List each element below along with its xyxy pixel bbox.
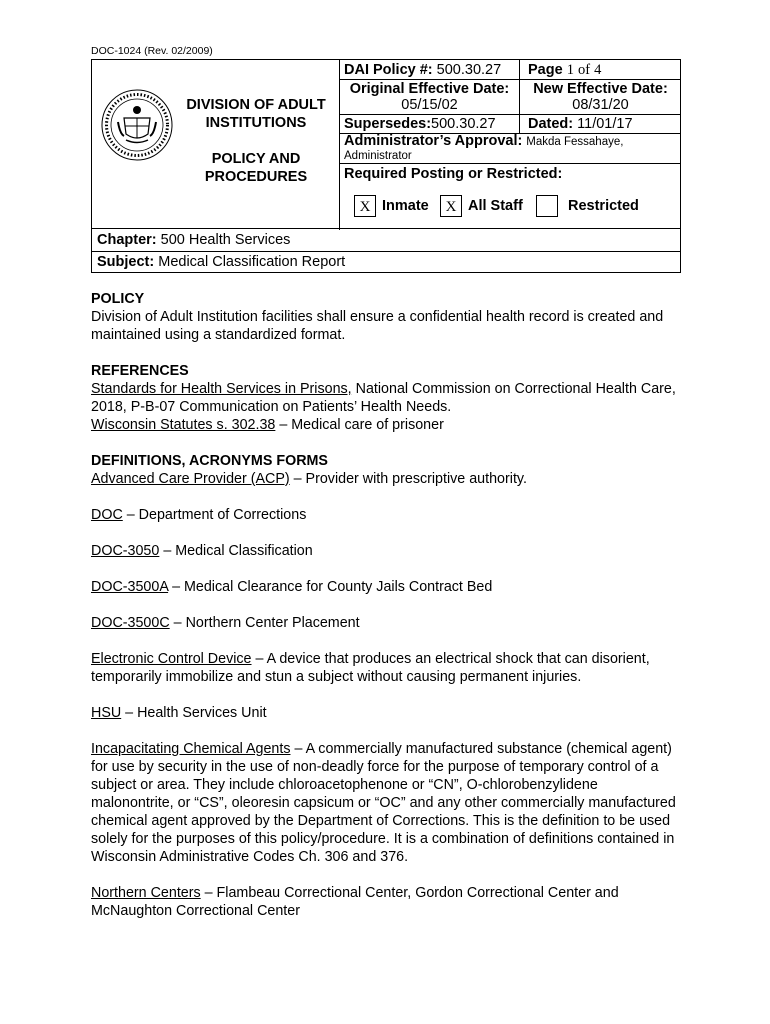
all-staff-checkbox[interactable]: X (440, 195, 462, 217)
original-effective-cell (340, 80, 520, 115)
definition-doc-3500c (91, 614, 681, 632)
form-number: DOC-1024 (Rev. 02/2009) (91, 45, 213, 57)
chapter-row (97, 230, 290, 250)
supersedes-cell (340, 115, 520, 134)
definition-term: DOC-3500C (91, 615, 170, 631)
supersedes-label: Supersedes: (344, 116, 432, 132)
page-total: 4 (594, 62, 602, 78)
new-effective-label: New Effective Date: (533, 81, 668, 97)
restricted-checkbox[interactable] (536, 195, 558, 217)
policy-number-value: 500.30.27 (436, 62, 502, 78)
policy-procedures-title: POLICY AND PROCEDURES (204, 151, 308, 185)
page-label: Page (528, 62, 563, 78)
definition-acp (91, 470, 681, 488)
restricted-label: Restricted (568, 198, 639, 214)
reference-1-text: National Commission on Correctional Health Care, 2018, P-B-07 Communication on Patients’ Health Needs. (91, 381, 676, 415)
definition-term: Northern Centers (91, 885, 201, 901)
approval-cell (340, 134, 681, 164)
reference-2-link[interactable]: Wisconsin Statutes s. 302.38 (91, 417, 276, 433)
new-effective-value: 08/31/20 (572, 97, 629, 113)
approval-name: Makda Fessahaye, (526, 136, 624, 148)
approval-title: Administrator (344, 150, 412, 162)
reference-2-text: – Medical care of prisoner (275, 417, 444, 433)
chapter-label: Chapter: (97, 232, 157, 248)
definition-text: – Flambeau Correctional Center, Gordon Correctional Center and McNaughton Correctional Center (91, 885, 619, 919)
definition-text: – Department of Corrections (122, 507, 307, 523)
approval-label: Administrator’s Approval: (344, 133, 523, 149)
definition-text: – A device that produces an electrical shock that can disorient, temporarily immobilize and stun a subject without causing permanent injuries. (91, 651, 650, 685)
subject-value: Medical Classification Report (158, 254, 346, 270)
state-seal-icon (100, 88, 174, 162)
original-effective-label: Original Effective Date: (349, 81, 510, 97)
policy-number-cell (340, 60, 520, 80)
definition-term: HSU (91, 705, 122, 721)
definition-ecd (91, 650, 681, 686)
division-title: DIVISION OF ADULT INSTITUTIONS (186, 97, 326, 131)
definition-northern-centers (91, 884, 681, 920)
dated-cell (520, 115, 681, 134)
definition-text: – Health Services Unit (121, 705, 267, 721)
posting-label: Required Posting or Restricted: (344, 166, 563, 182)
page-of: of (577, 62, 591, 78)
dated-value: 11/01/17 (577, 116, 633, 132)
inmate-checkbox[interactable]: X (354, 195, 376, 217)
policy-number-label: DAI Policy #: (344, 62, 433, 78)
definition-doc (91, 506, 681, 524)
references-heading: REFERENCES (91, 363, 189, 379)
definitions-heading: DEFINITIONS, ACRONYMS FORMS (91, 453, 328, 469)
definition-text: – Provider with prescriptive authority. (289, 471, 527, 487)
definition-doc-3500a (91, 578, 681, 596)
all-staff-label: All Staff (468, 198, 523, 214)
subject-row (97, 252, 345, 272)
definition-text: – A commercially manufactured substance (chemical agent) for use by security in the use of non-deadly force for the purpose of temporary control of a subject or area. They include chloroacetophenone or “CN”, O-chlorobenzylidene malonontrite, or “CS”, oleoresin capsicum or “OC” and any other commercially manufactured chemical agent approved by the Department of Corrections. This is the definition to be used solely for the purposes of this policy/procedure. It is a combination of definitions contained in Wisconsin Administrative Codes Ch. 306 and 376. (91, 741, 676, 865)
page-current: 1 (566, 62, 574, 78)
policy-text: Division of Adult Institution facilities shall ensure a confidential health record is created and maintained using a standardized format. (91, 309, 664, 343)
new-effective-cell (520, 80, 681, 115)
definition-text: – Northern Center Placement (169, 615, 360, 631)
definition-hsu (91, 704, 681, 722)
reference-1-link[interactable]: Standards for Health Services in Prisons, (91, 381, 352, 397)
policy-heading: POLICY (91, 291, 145, 307)
definition-term: Advanced Care Provider (ACP) (91, 471, 290, 487)
policy-body (91, 290, 681, 920)
definition-term: Electronic Control Device (91, 651, 252, 667)
definition-chemical-agents (91, 740, 681, 866)
policy-header-box (91, 59, 681, 229)
definition-term: Incapacitating Chemical Agents (91, 741, 291, 757)
chapter-subject-box (91, 229, 681, 273)
reference-2 (91, 416, 681, 434)
definition-term: DOC-3500A (91, 579, 169, 595)
inmate-label: Inmate (382, 198, 429, 214)
chapter-value: 500 Health Services (160, 232, 291, 248)
reference-1 (91, 380, 681, 416)
dated-label: Dated: (528, 116, 574, 132)
definition-term: DOC-3050 (91, 543, 160, 559)
definition-doc-3050 (91, 542, 681, 560)
definition-text: – Medical Clearance for County Jails Contract Bed (168, 579, 493, 595)
definition-text: – Medical Classification (159, 543, 313, 559)
definition-term: DOC (91, 507, 123, 523)
page-cell (520, 60, 681, 80)
supersedes-value: 500.30.27 (431, 116, 496, 132)
subject-label: Subject: (97, 254, 155, 270)
original-effective-value: 05/15/02 (401, 97, 458, 113)
